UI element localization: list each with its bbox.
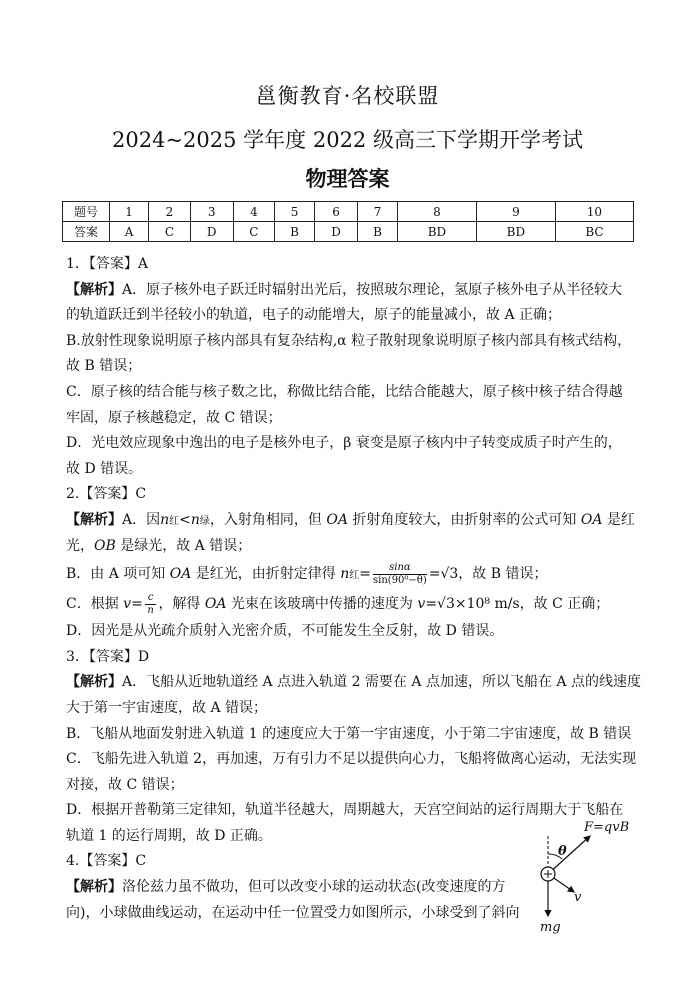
row-label-numbers: 题号 xyxy=(63,202,110,222)
q1-line: 牢固，原子核越稳定，故 C 错误； xyxy=(66,409,282,426)
q3-line: 大于第一宇宙速度，故 A 错误； xyxy=(66,699,268,716)
symbol: = xyxy=(359,566,372,583)
symbol: n xyxy=(190,511,200,528)
answer-row xyxy=(63,222,634,242)
q3-line xyxy=(66,670,641,696)
exam-title: 2024~2025 学年度 2022 级高三下学期开学考试 xyxy=(112,128,583,152)
table-cell: 3 xyxy=(190,202,233,222)
q2-line: D．因光是从光疏介质射入光密介质，不可能发生全反射，故 D 错误。 xyxy=(66,623,504,640)
numerator: c xyxy=(145,592,157,605)
table-cell: 5 xyxy=(275,202,315,222)
q3-line: C．飞船先进入轨道 2，再加速，万有引力不足以提供向心力，飞船将做离心运动，无法实现 xyxy=(66,751,637,768)
symbol: n xyxy=(340,566,350,583)
table-cell: 7 xyxy=(358,202,398,222)
org-title: 邕衡教育·名校联盟 xyxy=(255,84,440,108)
q3-answer: 3．【答案】D xyxy=(66,648,150,665)
q4-line: 向)，小球做曲线运动，在运动中任一位置受力如图所示，小球受到了斜向 xyxy=(66,904,520,921)
numerator: sinα xyxy=(373,562,427,575)
symbol: OA xyxy=(326,511,348,528)
symbol: v xyxy=(123,596,132,613)
table-cell: 9 xyxy=(476,202,555,222)
table-cell: BD xyxy=(476,222,555,242)
q4-answer: 4.【答案】C xyxy=(66,853,147,870)
q1-line: 故 B 错误； xyxy=(66,358,142,375)
answer-table xyxy=(62,201,634,242)
q2-text: B．由 A 项可知 xyxy=(66,566,170,583)
analysis-tag: 【解析】 xyxy=(66,281,122,298)
q2-line xyxy=(66,589,641,619)
q2-text: 光束在该玻璃中传播的速度为 xyxy=(226,596,418,613)
q1-line xyxy=(66,278,641,304)
table-cell: C xyxy=(149,222,190,242)
q1-answer: 1．【答案】A xyxy=(66,256,149,272)
q2-text: C．根据 xyxy=(66,596,124,613)
table-cell: D xyxy=(314,222,357,242)
analysis-tag: 【解析】 xyxy=(66,674,122,691)
symbol: OA xyxy=(169,566,192,583)
q1-line: 的轨道跃迁到半径较小的轨道，电子的动能增大，原子的能量减小，故 A 正确； xyxy=(66,307,562,324)
subscript: 绿 xyxy=(199,515,210,527)
subscript: 红 xyxy=(169,515,180,527)
fraction xyxy=(145,592,157,617)
table-cell: 1 xyxy=(110,202,149,222)
table-cell: C xyxy=(233,222,274,242)
q1-line: C．原子核的结合能与核子数之比，称做比结合能，比结合能越大，原子核中核子结合得越 xyxy=(66,383,623,400)
table-cell: BC xyxy=(555,222,633,242)
table-cell: 6 xyxy=(314,202,357,222)
row-label-answers: 答案 xyxy=(63,222,110,242)
table-cell: 8 xyxy=(397,202,476,222)
q2-text: ，入射角相同，但 xyxy=(209,511,327,528)
symbol: v xyxy=(417,596,426,613)
gravity-label: mg xyxy=(540,920,561,935)
table-cell: 10 xyxy=(555,202,633,222)
analysis-tag: 【解析】 xyxy=(66,879,122,896)
table-cell: D xyxy=(190,222,233,242)
q3-line: 对接，故 C 错误； xyxy=(66,776,184,793)
q2-text: 是红 xyxy=(602,511,635,528)
force-label: F=qvB xyxy=(584,820,630,835)
q2-text: =√3×10⁸ m/s，故 C 正确； xyxy=(425,596,610,613)
symbol: n xyxy=(160,511,170,528)
q4-text: 洛伦兹力虽不做功，但可以改变小球的运动状态(改变速度的方 xyxy=(122,879,506,896)
subscript: 红 xyxy=(349,570,360,582)
table-cell: BD xyxy=(397,222,476,242)
q2-line xyxy=(66,508,641,534)
q3-text: A．飞船从近地轨道经 A 点进入轨道 2 需要在 A 点加速，所以飞船在 A 点的线速度 xyxy=(122,674,641,691)
q2-answer: 2.【答案】C xyxy=(66,486,147,503)
q1-text: A．原子核外电子跃迁时辐射出光后，按照玻尔理论，氢原子核外电子从半径较大 xyxy=(122,281,623,298)
q2-line xyxy=(66,534,641,560)
angle-label: θ xyxy=(558,844,567,859)
symbol: OB xyxy=(94,537,116,554)
velocity-label: v xyxy=(574,890,582,905)
table-cell: B xyxy=(275,222,315,242)
q1-line: D．光电效应现象中逸出的电子是核外电子，β 衰变是原子核内中子转变成质子时产生的， xyxy=(66,435,622,452)
force-diagram xyxy=(528,820,648,944)
fraction xyxy=(373,562,427,587)
q2-text: 是绿光，故 A 错误； xyxy=(115,537,252,554)
q3-line: B．飞船从地面发射进入轨道 1 的速度应大于第一宇宙速度，小于第二宇宙速度，故 B 错误 xyxy=(66,725,632,742)
table-cell: B xyxy=(358,222,398,242)
q2-line xyxy=(66,559,641,589)
question-number-row xyxy=(63,202,634,222)
denominator: n xyxy=(147,604,154,616)
analysis-tag: 【解析】 xyxy=(66,511,122,528)
q2-text: 是红光，由折射定律得 xyxy=(191,566,341,583)
symbol: = xyxy=(131,596,143,613)
q2-text: 光， xyxy=(66,537,94,554)
q2-text: ，解得 xyxy=(158,596,205,613)
q3-line: D．根据开普勒第三定律知，轨道半径越大，周期越大，天宫空间站的运行周期大于飞船在 xyxy=(66,802,624,819)
symbol: OA xyxy=(580,511,603,528)
q2-text: =√3，故 B 错误； xyxy=(428,566,548,583)
table-cell: 2 xyxy=(149,202,190,222)
q2-text: 折射角度较大，由折射率的公式可知 xyxy=(347,511,581,528)
symbol: OA xyxy=(204,596,227,613)
q1-line: 故 D 错误。 xyxy=(66,460,143,477)
q1-line: B.放射性现象说明原子核内部具有复杂结构,α 粒子散射现象说明原子核内部具有核式结构， xyxy=(66,332,632,349)
subject-title: 物理答案 xyxy=(305,166,390,191)
denominator: sin(90⁰−θ) xyxy=(373,574,427,586)
table-cell: A xyxy=(110,222,149,242)
table-cell: 4 xyxy=(233,202,274,222)
symbol: < xyxy=(179,511,191,528)
q3-line: 轨道 1 的运行周期，故 D 正确。 xyxy=(66,827,272,844)
q2-text: A．因 xyxy=(122,511,161,528)
